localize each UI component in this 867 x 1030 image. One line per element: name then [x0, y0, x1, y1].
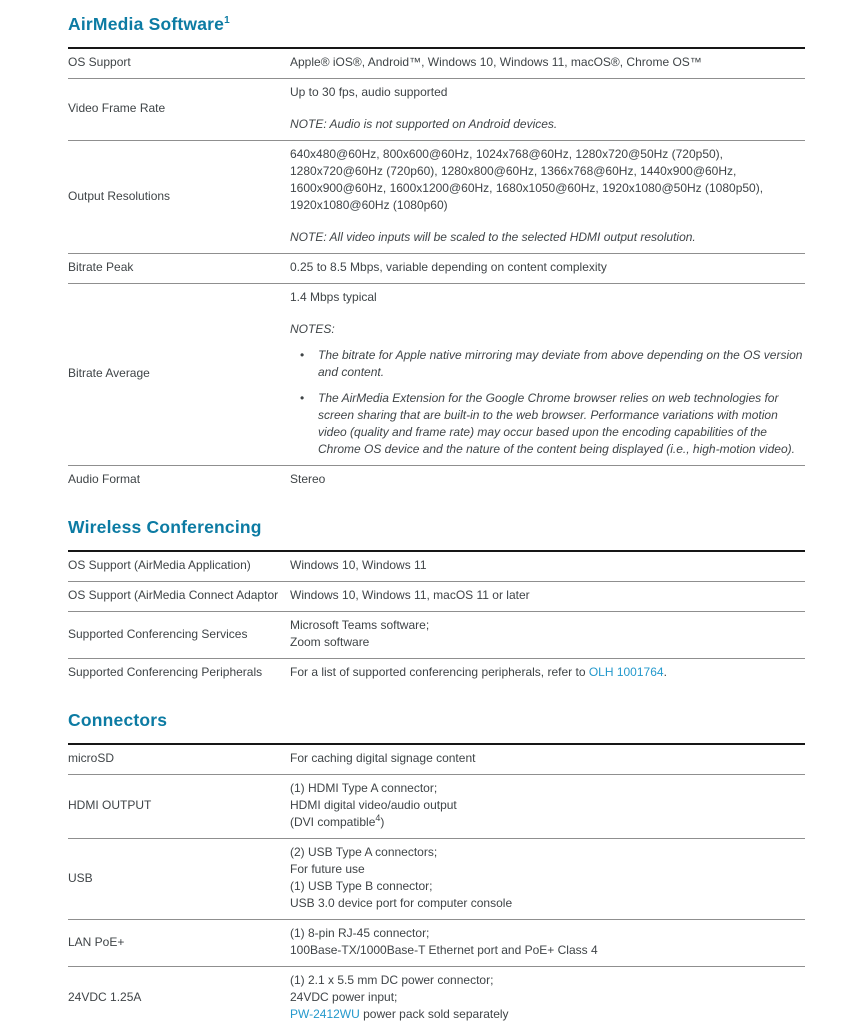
spec-value	[290, 664, 805, 681]
spec-value-line	[290, 54, 805, 71]
spec-text: Zoom software	[290, 635, 370, 649]
spec-text: For future use	[290, 862, 365, 876]
spec-label-text: USB	[68, 870, 93, 885]
spec-value-line	[290, 587, 805, 604]
spec-value-line	[290, 664, 805, 681]
spec-value	[290, 844, 805, 912]
spec-row-output-resolutions	[68, 141, 805, 254]
spec-text: 100Base-TX/1000Base-T Ethernet port and PoE+ Class 4	[290, 943, 598, 957]
spec-value-line	[290, 84, 805, 101]
spec-row-supported-conferencing-peripherals	[68, 659, 805, 688]
spec-row-os-support	[68, 49, 805, 79]
spec-note-line	[290, 321, 805, 338]
spec-row-video-frame-rate	[68, 79, 805, 141]
spec-table-wireless-conferencing	[68, 550, 805, 688]
section-airmedia-software	[68, 14, 805, 495]
spec-text: Microsoft Teams software;	[290, 618, 430, 632]
spec-value	[290, 146, 805, 246]
link-olh-1001764[interactable]: OLH 1001764	[588, 665, 664, 679]
spec-label	[68, 587, 290, 604]
spec-text: For a list of supported conferencing peripherals, refer to	[290, 665, 589, 679]
spec-value-line	[290, 471, 805, 488]
spec-row-hdmi-output	[68, 775, 805, 839]
section-connectors	[68, 710, 805, 1030]
spec-text: Windows 10, Windows 11, macOS 11 or later	[290, 588, 530, 602]
spec-value-line	[290, 861, 805, 878]
spec-label-text: OS Support (AirMedia Application)	[68, 558, 251, 572]
spec-label	[68, 972, 290, 1023]
spec-value-line	[290, 844, 805, 861]
section-title-airmedia-software	[68, 14, 805, 35]
spec-value	[290, 780, 805, 831]
spec-text: HDMI digital video/audio output	[290, 798, 457, 812]
spec-value-line	[290, 780, 805, 797]
spec-value-line	[290, 289, 805, 306]
footnote-marker: 1	[224, 15, 230, 27]
spec-label-text: HDMI OUTPUT	[68, 798, 152, 812]
section-title-text: Wireless Conferencing	[68, 517, 262, 537]
spec-label	[68, 54, 290, 71]
section-title-wireless-conferencing	[68, 517, 805, 538]
spec-text: 0.25 to 8.5 Mbps, variable depending on content complexity	[290, 260, 607, 274]
section-title-text: AirMedia Software	[68, 14, 225, 34]
spec-value	[290, 471, 805, 488]
spec-value-line	[290, 878, 805, 895]
spec-value-line	[290, 259, 805, 276]
spec-value-line	[290, 814, 805, 831]
section-title-connectors	[68, 710, 805, 731]
spec-text: The bitrate for Apple native mirroring may deviate from above depending on the OS version and content.	[318, 348, 803, 379]
spec-value-line	[290, 972, 805, 989]
spec-text: USB 3.0 device port for computer console	[290, 896, 513, 910]
spec-bullet-item	[290, 347, 805, 381]
spec-text: NOTE: All video inputs will be scaled to the selected HDMI output resolution.	[290, 230, 696, 244]
spec-label	[68, 259, 290, 276]
section-wireless-conferencing	[68, 517, 805, 688]
spec-label	[68, 471, 290, 488]
spec-value-line	[290, 942, 805, 959]
spec-label	[68, 664, 290, 681]
spec-text: Up to 30 fps, audio supported	[290, 85, 448, 99]
spec-text: Apple® iOS®, Android™, Windows 10, Windows 11, macOS®, Chrome OS™	[290, 55, 702, 69]
spec-value	[290, 925, 805, 959]
spec-text: NOTE: Audio is not supported on Android devices.	[290, 117, 558, 131]
spec-label-text: OS Support (AirMedia Connect Adaptor	[68, 588, 279, 602]
spec-text: (2) USB Type A connectors;	[290, 845, 438, 859]
spec-value	[290, 259, 805, 276]
spec-text: NOTES:	[290, 322, 335, 336]
spec-label-text: Supported Conferencing Services	[68, 626, 248, 641]
spec-text: Stereo	[290, 472, 326, 486]
spec-row-usb	[68, 839, 805, 920]
spec-text: (1) USB Type B connector;	[290, 879, 433, 893]
spec-label	[68, 84, 290, 133]
spec-label	[68, 617, 290, 651]
spec-label	[68, 750, 290, 767]
spec-label	[68, 146, 290, 246]
spec-table-airmedia-software	[68, 47, 805, 495]
spec-text: .	[663, 665, 667, 679]
spec-row-bitrate-peak	[68, 254, 805, 284]
spec-value	[290, 289, 805, 458]
spec-note-line	[290, 229, 805, 246]
spec-row-supported-conferencing-services	[68, 612, 805, 659]
spec-value-line	[290, 557, 805, 574]
spec-label-text: LAN PoE+	[68, 934, 125, 949]
spec-label-text: Output Resolutions	[68, 188, 171, 203]
spec-text: For caching digital signage content	[290, 751, 476, 765]
spec-label-text: Audio Format	[68, 472, 141, 486]
spec-row-bitrate-average	[68, 284, 805, 466]
spec-value-line	[290, 146, 805, 214]
spec-value	[290, 617, 805, 651]
spec-value-line	[290, 989, 805, 1006]
spec-row-lan-poe	[68, 920, 805, 967]
spec-label-text: Bitrate Average	[68, 366, 150, 380]
spec-text: (DVI compatible	[290, 815, 376, 829]
spec-label	[68, 780, 290, 831]
spec-label	[68, 557, 290, 574]
spec-text: 1.4 Mbps typical	[290, 290, 377, 304]
spec-value	[290, 972, 805, 1023]
spec-row-os-support-airmedia-application	[68, 552, 805, 582]
spec-label-text: OS Support	[68, 55, 131, 69]
spec-label-text: Bitrate Peak	[68, 260, 134, 274]
spec-text: 24VDC power input;	[290, 990, 398, 1004]
link-pw-2412wu[interactable]: PW-2412WU	[290, 1007, 360, 1021]
spec-text: (1) 8-pin RJ-45 connector;	[290, 926, 430, 940]
spec-value	[290, 587, 805, 604]
spec-value-line	[290, 750, 805, 767]
spec-value-line	[290, 617, 805, 634]
spec-row-microsd	[68, 745, 805, 775]
spec-label-text: microSD	[68, 751, 115, 765]
spec-text: (1) 2.1 x 5.5 mm DC power connector;	[290, 973, 494, 987]
spec-row-audio-format	[68, 466, 805, 495]
spec-label	[68, 289, 290, 458]
spec-bullet-item	[290, 390, 805, 458]
spec-text: )	[380, 815, 385, 829]
spec-row-os-support-airmedia-connect-adaptor	[68, 582, 805, 612]
spec-value-line	[290, 925, 805, 942]
spec-value-line	[290, 797, 805, 814]
spec-value	[290, 54, 805, 71]
spec-label-text: Video Frame Rate	[68, 101, 166, 115]
spec-value-line	[290, 895, 805, 912]
spec-row-24vdc-1-25a	[68, 967, 805, 1030]
spec-label-text: Supported Conferencing Peripherals	[68, 665, 263, 679]
spec-value	[290, 750, 805, 767]
spec-text: 640x480@60Hz, 800x600@60Hz, 1024x768@60Hz, 1280x720@50Hz (720p50), 1280x720@60Hz (720p60), 1280x800@60Hz, 1366x768@60Hz, 1440x900@60Hz, 1600x900@60Hz, 1600x1200@60Hz, 1680x1050@60Hz, 1920x1080@50Hz (1080p50), 1920x1080@60Hz (1080p60)	[290, 147, 764, 212]
spec-label	[68, 925, 290, 959]
footnote-marker: 4	[375, 813, 381, 823]
spec-value	[290, 84, 805, 133]
spec-text: power pack sold separately	[359, 1007, 509, 1021]
spec-value	[290, 557, 805, 574]
spec-text: The AirMedia Extension for the Google Chrome browser relies on web technologies for screen sharing that are built-in to the web browser. Performance variations with motion video (quality and frame rate) may occur based upon the encoding capabilities of the Chrome OS device and the nature of the content being displayed (i.e., high-motion video).	[318, 391, 795, 456]
spec-value-line	[290, 634, 805, 651]
section-title-text: Connectors	[68, 710, 168, 730]
spec-label-text: 24VDC 1.25A	[68, 990, 142, 1004]
spec-text: Windows 10, Windows 11	[290, 558, 427, 572]
spec-note-line	[290, 116, 805, 133]
spec-table-connectors	[68, 743, 805, 1030]
spec-text: (1) HDMI Type A connector;	[290, 781, 438, 795]
spec-label	[68, 844, 290, 912]
